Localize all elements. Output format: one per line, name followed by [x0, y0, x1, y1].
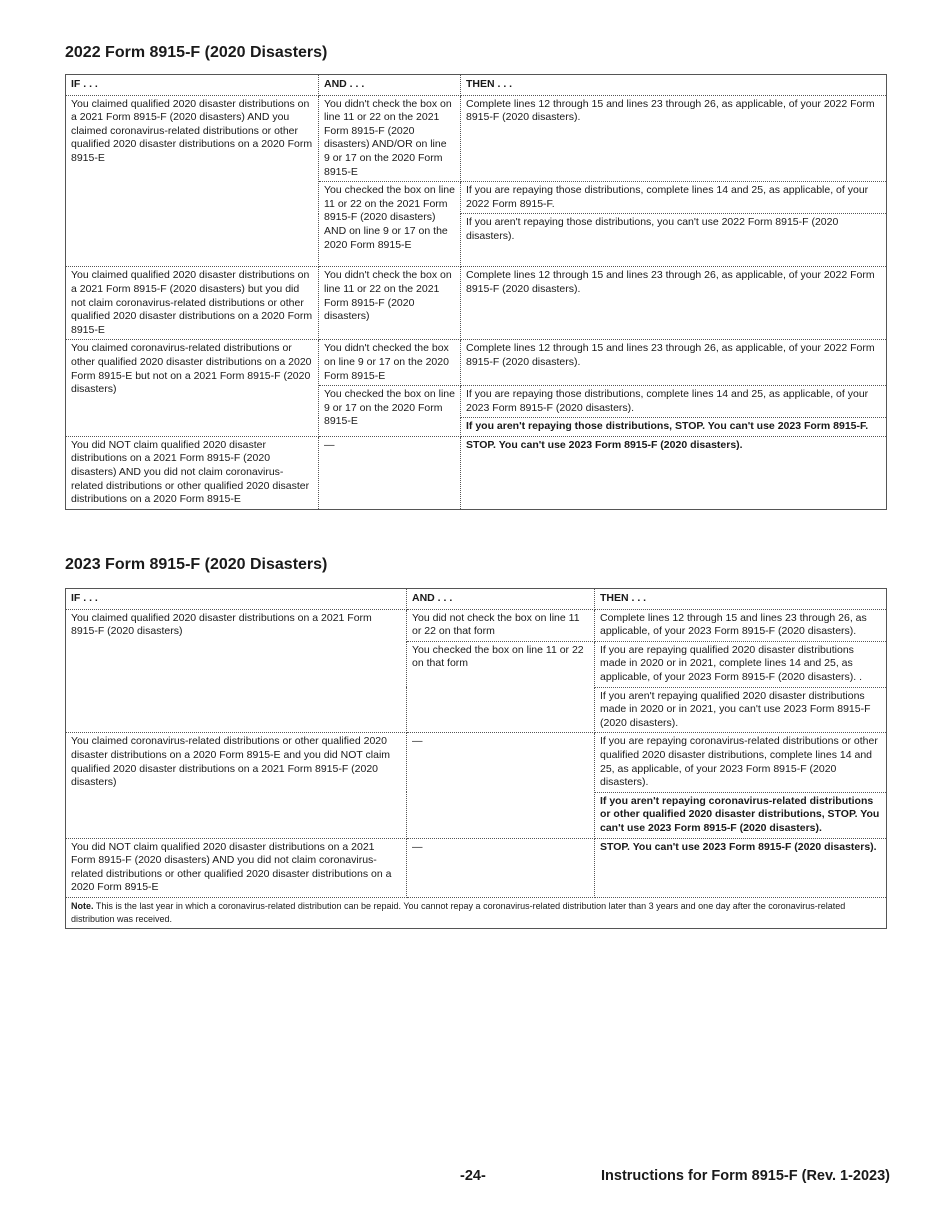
then-cell: If you aren't repaying those distributions, you can't use 2022 Form 8915-F (2020 disasters).: [461, 214, 887, 267]
and-cell: —: [407, 733, 595, 838]
then-cell: Complete lines 12 through 15 and lines 23 through 26, as applicable, of your 2022 Form 8915-F (2020 disasters).: [461, 340, 887, 386]
note-row: [66, 897, 887, 928]
if-cell: You did NOT claim qualified 2020 disaster distributions on a 2021 Form 8915-F (2020 disasters) AND you did not claim coronavirus-related distributions or other qualified 2020 disaster distributions on a 2020 Form 8915-E: [66, 838, 407, 897]
and-cell: You checked the box on line 11 or 22 on the 2021 Form 8915-F (2020 disasters) AND on line 9 or 17 on the 2020 Form 8915-E: [319, 182, 461, 267]
and-cell: You did not check the box on line 11 or 22 on that form: [407, 609, 595, 641]
page-number: -24-: [460, 1168, 486, 1184]
then-cell: STOP. You can't use 2023 Form 8915-F (2020 disasters).: [461, 436, 887, 509]
and-cell: You didn't check the box on line 11 or 22 on the 2021 Form 8915-F (2020 disasters) AND/OR on line 9 or 17 on the 2020 Form 8915-E: [319, 95, 461, 182]
header-then: THEN . . .: [595, 589, 887, 610]
section-2023-title: 2023 Form 8915-F (2020 Disasters): [65, 556, 328, 573]
then-cell: If you are repaying those distributions, complete lines 14 and 25, as applicable, of your 2022 Form 8915-F.: [461, 182, 887, 214]
table-row: [66, 340, 887, 386]
header-if: IF . . .: [66, 589, 407, 610]
if-cell: You claimed qualified 2020 disaster distributions on a 2021 Form 8915-F (2020 disasters) AND you claimed coronavirus-related distributions or other qualified 2020 disaster distributions on a 2020 Form 8915-E: [66, 95, 319, 267]
if-cell: You claimed coronavirus-related distributions or other qualified 2020 disaster distributions on a 2020 Form 8915-E but not on a 2021 Form 8915-F (2020 disasters): [66, 340, 319, 437]
note-text: This is the last year in which a coronavirus-related distribution can be repaid. You cannot repay a coronavirus-related distribution later than 3 years and one day after the coronavirus-related distribution was received.: [71, 900, 846, 924]
note-label: Note.: [71, 900, 94, 911]
and-cell: You didn't check the box on line 11 or 22 on the 2021 Form 8915-F (2020 disasters): [319, 267, 461, 340]
if-cell: You did NOT claim qualified 2020 disaster distributions on a 2021 Form 8915-F (2020 disasters) AND you did not claim coronavirus-related distributions or other qualified 2020 disaster distributions on a 2020 Form 8915-E: [66, 436, 319, 509]
then-cell: If you are repaying those distributions, complete lines 14 and 25, as applicable, of your 2023 Form 8915-F (2020 disasters).: [461, 386, 887, 418]
table-header-row: [66, 589, 887, 610]
header-and: AND . . .: [407, 589, 595, 610]
header-and: AND . . .: [319, 75, 461, 96]
if-cell: You claimed qualified 2020 disaster distributions on a 2021 Form 8915-F (2020 disasters): [66, 609, 407, 733]
table-2022: [65, 74, 887, 510]
then-cell: Complete lines 12 through 15 and lines 23 through 26, as applicable, of your 2023 Form 8915-F (2020 disasters).: [595, 609, 887, 641]
note-cell: [66, 897, 887, 928]
then-cell: Complete lines 12 through 15 and lines 23 through 26, as applicable, of your 2022 Form 8915-F (2020 disasters).: [461, 267, 887, 340]
table-header-row: [66, 75, 887, 96]
then-cell: If you are repaying coronavirus-related distributions or other qualified 2020 disaster distributions, complete lines 14 and 25, as applicable, of your 2023 Form 8915-F (2020 disasters).: [595, 733, 887, 792]
table-row: [66, 838, 887, 897]
and-cell: —: [407, 838, 595, 897]
section-2022-title: 2022 Form 8915-F (2020 Disasters): [65, 44, 328, 61]
then-cell: If you aren't repaying those distributions, STOP. You can't use 2023 Form 8915-F.: [461, 418, 887, 437]
then-cell: If you are repaying qualified 2020 disaster distributions made in 2020 or in 2021, complete lines 14 and 25, as applicable, of your 2023 Form 8915-F (2020 disasters). .: [595, 641, 887, 687]
table-row: [66, 95, 887, 182]
then-cell: If you aren't repaying qualified 2020 disaster distributions made in 2020 or in 2021, you can't use 2023 Form 8915-F (2020 disasters).: [595, 687, 887, 733]
then-cell: If you aren't repaying coronavirus-related distributions or other qualified 2020 disaster distributions, STOP. You can't use 2023 Form 8915-F (2020 disasters).: [595, 792, 887, 838]
if-cell: You claimed coronavirus-related distributions or other qualified 2020 disaster distributions on a 2020 Form 8915-E and you did NOT claim qualified 2020 disaster distributions on a 2021 Form 8915-F (2020 disasters): [66, 733, 407, 838]
footer-title: Instructions for Form 8915-F (Rev. 1-2023): [601, 1168, 891, 1184]
and-cell: —: [319, 436, 461, 509]
table-row: [66, 609, 887, 641]
header-if: IF . . .: [66, 75, 319, 96]
table-row: [66, 267, 887, 340]
table-2023: [65, 588, 887, 929]
header-then: THEN . . .: [461, 75, 887, 96]
and-cell: You checked the box on line 9 or 17 on the 2020 Form 8915-E: [319, 386, 461, 437]
then-cell: STOP. You can't use 2023 Form 8915-F (2020 disasters).: [595, 838, 887, 897]
table-row: [66, 733, 887, 792]
if-cell: You claimed qualified 2020 disaster distributions on a 2021 Form 8915-F (2020 disasters) but you did not claim coronavirus-related distributions or other qualified 2020 disaster distributions on a 2020 Form 8915-E: [66, 267, 319, 340]
and-cell: You checked the box on line 11 or 22 on that form: [407, 641, 595, 733]
table-row: [66, 436, 887, 509]
then-cell: Complete lines 12 through 15 and lines 23 through 26, as applicable, of your 2022 Form 8915-F (2020 disasters).: [461, 95, 887, 182]
and-cell: You didn't checked the box on line 9 or 17 on the 2020 Form 8915-E: [319, 340, 461, 386]
